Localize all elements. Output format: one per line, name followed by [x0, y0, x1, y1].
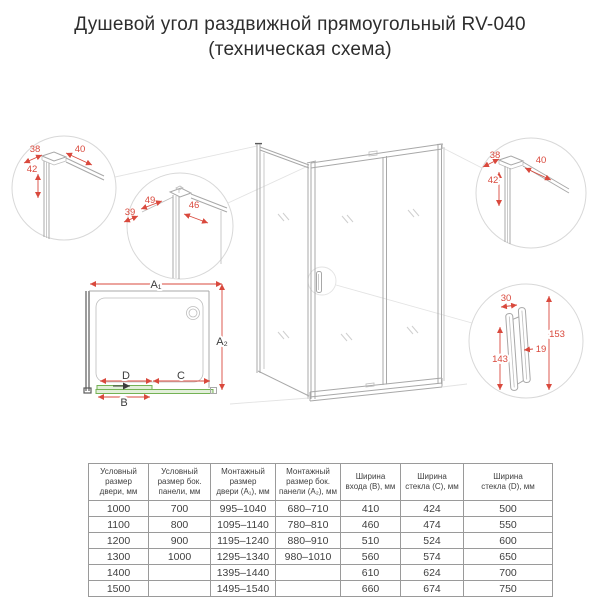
table-cell: 560	[341, 549, 401, 565]
table-cell: 624	[401, 565, 464, 581]
table-cell: 460	[341, 517, 401, 533]
table-cell: 750	[464, 581, 553, 597]
table-cell: 510	[341, 533, 401, 549]
table-row	[89, 533, 553, 549]
table-cell: 1195–1240	[211, 533, 276, 549]
table-cell: 424	[401, 501, 464, 517]
size-table-body	[89, 501, 553, 597]
table-row	[89, 501, 553, 517]
detail-circle-top-left	[12, 136, 116, 240]
table-cell	[276, 565, 341, 581]
drain-icon	[187, 307, 200, 320]
table-cell: 674	[401, 581, 464, 597]
floor-lines	[230, 384, 467, 404]
table-cell: 995–1040	[211, 501, 276, 517]
dim-153-label: 153	[549, 329, 565, 340]
dim-39-label: 39	[124, 207, 136, 218]
dim-42-label: 42	[487, 175, 499, 186]
table-row	[89, 581, 553, 597]
bottom-rail	[310, 378, 442, 401]
table-cell: 650	[464, 549, 553, 565]
plan-view	[84, 279, 228, 409]
dim-a1-label: A₁	[150, 279, 162, 291]
dim-d-label: D	[122, 370, 130, 382]
table-cell: 1000	[149, 549, 211, 565]
door-handle	[317, 272, 322, 293]
detail-circle-handle	[469, 284, 583, 398]
dim-c-label: C	[177, 370, 185, 382]
dim-19-label: 19	[535, 344, 547, 355]
table-cell: 680–710	[276, 501, 341, 517]
table-cell: 1400	[89, 565, 149, 581]
table-cell: 660	[341, 581, 401, 597]
fixed-glass-plan	[96, 390, 213, 394]
table-cell: 800	[149, 517, 211, 533]
table-cell: 1300	[89, 549, 149, 565]
table-cell: 880–910	[276, 533, 341, 549]
column-header: Условный размер двери, мм	[89, 464, 149, 501]
table-row	[89, 565, 553, 581]
main-3d-view	[230, 144, 467, 405]
column-header: Монтажный размер двери (A₁), мм	[211, 464, 276, 501]
table-cell: 1295–1340	[211, 549, 276, 565]
right-wall-profile	[437, 144, 444, 384]
dim-42-label: 42	[26, 164, 38, 175]
table-cell: 1095–1140	[211, 517, 276, 533]
table-cell: 600	[464, 533, 553, 549]
column-header: Ширина стекла (D), мм	[464, 464, 553, 501]
glass-reflection-marks	[278, 209, 419, 341]
column-header: Условный размер бок. панели, мм	[149, 464, 211, 501]
table-cell: 980–1010	[276, 549, 341, 565]
table-cell: 1000	[89, 501, 149, 517]
table-cell: 700	[464, 565, 553, 581]
dim-38-label: 38	[29, 144, 41, 155]
size-table	[88, 463, 553, 597]
front-corner-profile	[307, 161, 316, 399]
detail-circle-top-right	[476, 138, 586, 248]
back-wall-profile	[255, 144, 262, 374]
dim-b-label: B	[120, 397, 128, 409]
table-cell: 610	[341, 565, 401, 581]
detail-circle-post	[124, 173, 233, 279]
dim-143-label: 143	[492, 354, 508, 365]
dim-49-label: 49	[144, 195, 156, 206]
table-cell: 900	[149, 533, 211, 549]
plan-wall-profile	[86, 291, 89, 391]
table-cell: 1495–1540	[211, 581, 276, 597]
dim-38-label: 38	[489, 150, 501, 161]
dim-a2-label: A₂	[216, 336, 228, 348]
dim-40-label: 40	[74, 144, 86, 155]
table-cell: 500	[464, 501, 553, 517]
table-cell: 574	[401, 549, 464, 565]
table-row	[89, 517, 553, 533]
table-cell: 1200	[89, 533, 149, 549]
column-header: Монтажный размер бок. панели (A₂), мм	[276, 464, 341, 501]
table-cell: 410	[341, 501, 401, 517]
table-cell: 700	[149, 501, 211, 517]
title-line-1: Душевой угол раздвижной прямоугольный RV-040	[74, 14, 526, 35]
column-header: Ширина входа (B), мм	[341, 464, 401, 501]
table-cell: 474	[401, 517, 464, 533]
table-cell: 1395–1440	[211, 565, 276, 581]
dim-46-label: 46	[188, 200, 200, 211]
table-cell	[149, 581, 211, 597]
table-cell: 780–810	[276, 517, 341, 533]
dim-30-label: 30	[500, 293, 512, 304]
table-row	[89, 549, 553, 565]
plan-wall-foot	[84, 388, 91, 393]
side-glass-panel	[258, 147, 309, 396]
table-cell	[149, 565, 211, 581]
table-cell: 550	[464, 517, 553, 533]
dim-40-label: 40	[535, 155, 547, 166]
title-line-2: (техническая схема)	[208, 38, 392, 60]
table-cell: 1500	[89, 581, 149, 597]
sliding-door-edge	[383, 156, 387, 385]
table-cell	[276, 581, 341, 597]
top-rail	[311, 144, 442, 168]
size-table-head-row	[89, 464, 553, 501]
column-header: Ширина стекла (C), мм	[401, 464, 464, 501]
table-cell: 1100	[89, 517, 149, 533]
table-cell: 524	[401, 533, 464, 549]
